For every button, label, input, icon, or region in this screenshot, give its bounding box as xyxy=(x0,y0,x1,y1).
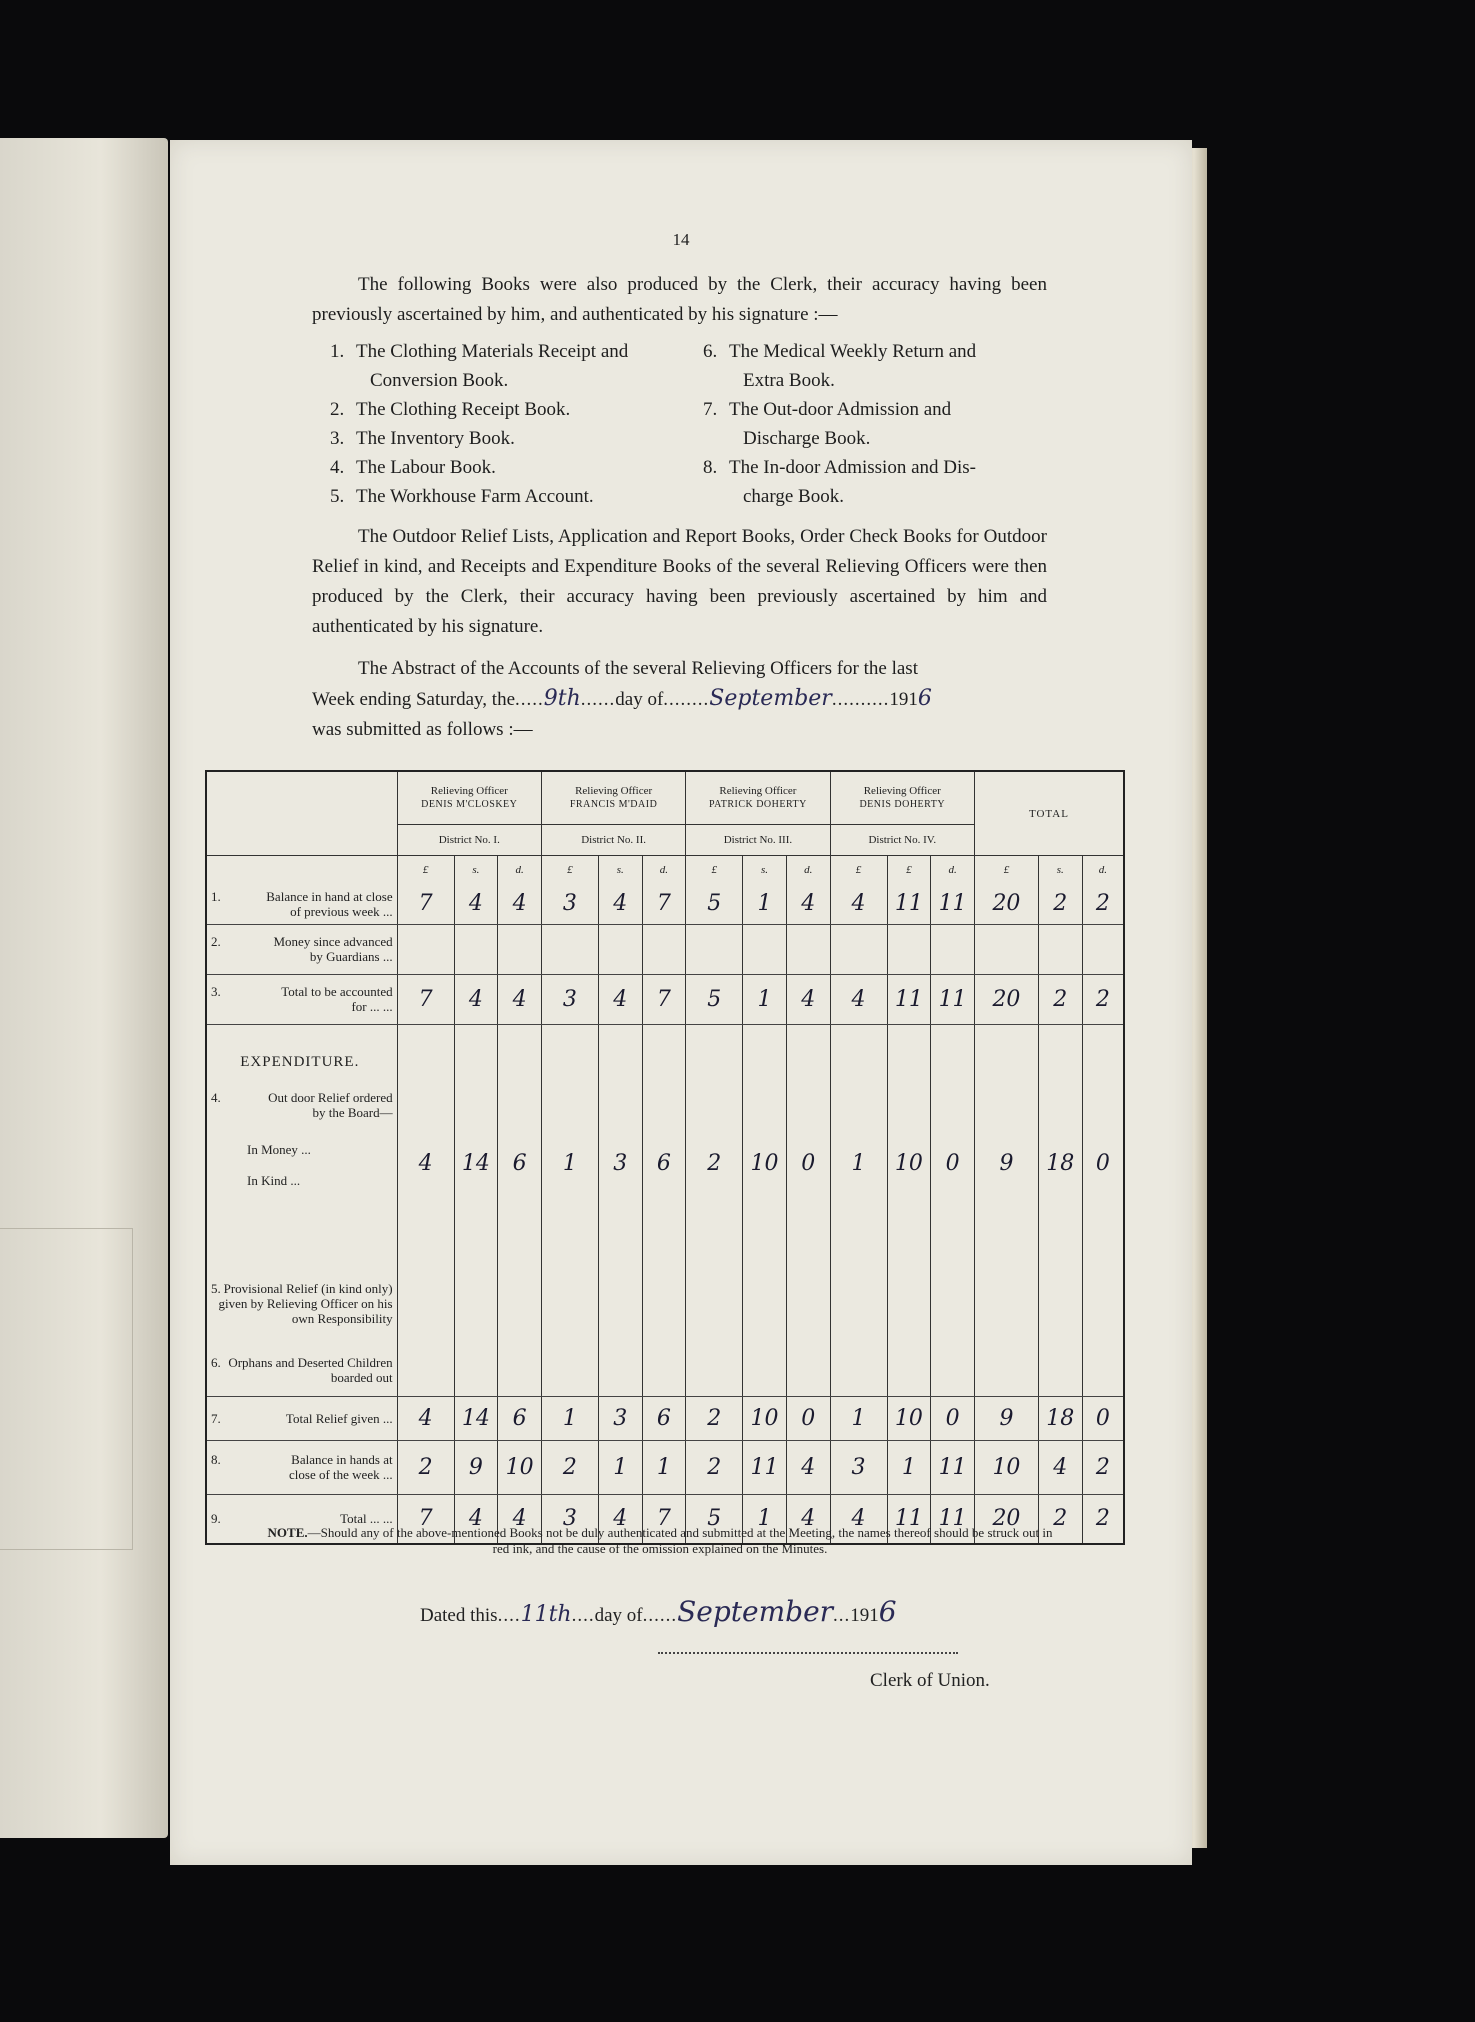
district-label: District No. IV. xyxy=(830,825,974,856)
amount-cell: 4 xyxy=(454,974,498,1024)
amount-cell xyxy=(830,1344,887,1396)
amount-cell: 0 xyxy=(1082,1396,1124,1440)
unit-label: £ xyxy=(541,856,598,885)
amount-cell: 2 xyxy=(1038,974,1082,1024)
amount-cell xyxy=(686,924,743,974)
amount-cell xyxy=(454,1344,498,1396)
amount-cell: 14 xyxy=(454,1396,498,1440)
units-row xyxy=(206,856,1124,885)
list-item: 1. The Clothing Materials Receipt and Conversion Book. xyxy=(330,341,629,391)
amount-cell: 3 xyxy=(541,1494,598,1544)
amount-cell xyxy=(1082,924,1124,974)
unit-label: d. xyxy=(786,856,830,885)
unit-label: s. xyxy=(454,856,498,885)
amount-cell xyxy=(498,1344,542,1396)
amount-cell: 2 xyxy=(1082,974,1124,1024)
amount-cell: 4 xyxy=(454,1494,498,1544)
books-list-right xyxy=(703,337,1043,511)
amount-cell: 7 xyxy=(397,1494,454,1544)
amount-cell xyxy=(1082,1262,1124,1344)
amount-cell: 10 xyxy=(887,1024,931,1262)
abstract-table xyxy=(205,770,1125,1545)
list-item: 7. The Out-door Admission and Discharge Book. xyxy=(703,399,952,449)
amount-cell xyxy=(786,1344,830,1396)
amount-cell: 0 xyxy=(931,1024,975,1262)
amount-cell: 3 xyxy=(830,1440,887,1494)
amount-cell: 20 xyxy=(974,974,1038,1024)
books-list-left xyxy=(330,337,670,511)
amount-cell xyxy=(887,1262,931,1344)
unit-label: d. xyxy=(931,856,975,885)
amount-cell xyxy=(541,1344,598,1396)
amount-cell: 4 xyxy=(498,884,542,924)
officer-header: Relieving Officer DENIS DOHERTY xyxy=(830,771,974,825)
amount-cell: 2 xyxy=(1038,884,1082,924)
amount-cell xyxy=(830,1262,887,1344)
amount-cell: 1 xyxy=(743,1494,787,1544)
table-row: 6. Orphans and Deserted Children boarded out xyxy=(206,1344,1124,1396)
amount-cell: 6 xyxy=(498,1396,542,1440)
handwritten-day: 9th xyxy=(543,686,581,711)
amount-cell xyxy=(498,1262,542,1344)
amount-cell: 10 xyxy=(498,1440,542,1494)
amount-cell xyxy=(887,924,931,974)
unit-label: d. xyxy=(1082,856,1124,885)
amount-cell: 7 xyxy=(642,974,686,1024)
unit-label: d. xyxy=(642,856,686,885)
officer-header: Relieving Officer FRANCIS M'DAID xyxy=(541,771,685,825)
amount-cell: 3 xyxy=(598,1024,642,1262)
amount-cell: 9 xyxy=(454,1440,498,1494)
amount-cell: 11 xyxy=(931,1494,975,1544)
amount-cell: 18 xyxy=(1038,1024,1082,1262)
amount-cell: 2 xyxy=(686,1024,743,1262)
amount-cell: 10 xyxy=(743,1024,787,1262)
table-row: EXPENDITURE. 4. Out door Relief ordered by the Board— In Money ... In Kind ... 4 14 6 1 3 6 2 10 0 1 10 0 9 18 0 xyxy=(206,1024,1124,1262)
amount-cell: 2 xyxy=(686,1396,743,1440)
amount-cell xyxy=(887,1344,931,1396)
amount-cell: 4 xyxy=(397,1396,454,1440)
amount-cell: 4 xyxy=(830,1494,887,1544)
abstract-paragraph xyxy=(312,654,1047,745)
amount-cell: 4 xyxy=(786,1494,830,1544)
amount-cell xyxy=(786,924,830,974)
amount-cell xyxy=(642,1262,686,1344)
total-header: TOTAL xyxy=(974,771,1124,856)
intro-paragraph: The following Books were also produced by the Clerk, their accuracy having been previously ascertained by him, and authenticated by his signature :— xyxy=(312,274,1047,325)
amount-cell: 0 xyxy=(1082,1024,1124,1262)
amount-cell: 0 xyxy=(786,1024,830,1262)
amount-cell: 11 xyxy=(931,1440,975,1494)
amount-cell: 11 xyxy=(887,884,931,924)
amount-cell: 3 xyxy=(598,1396,642,1440)
handwritten-year: 6 xyxy=(878,1595,897,1628)
clerk-label: Clerk of Union. xyxy=(870,1670,990,1691)
amount-cell: 10 xyxy=(743,1396,787,1440)
document-page xyxy=(170,140,1192,1865)
amount-cell: 2 xyxy=(397,1440,454,1494)
previous-page-edge xyxy=(0,138,168,1838)
unit-label: s. xyxy=(1038,856,1082,885)
amount-cell: 18 xyxy=(1038,1396,1082,1440)
amount-cell xyxy=(598,1344,642,1396)
outdoor-relief-paragraph: The Outdoor Relief Lists, Application and Report Books, Order Check Books for Outdoor Relief in kind, and Receipts and Expenditure Books of the several Relieving Officers were then produced by the Clerk, their accuracy having been previously ascertained by him and authenticated by his signature. xyxy=(312,526,1047,637)
list-item: 8. The In-door Admission and Dis- charge Book. xyxy=(703,457,976,507)
amount-cell: 20 xyxy=(974,1494,1038,1544)
amount-cell xyxy=(686,1344,743,1396)
amount-cell: 11 xyxy=(931,974,975,1024)
previous-page-box xyxy=(0,1228,133,1550)
unit-label: £ xyxy=(686,856,743,885)
amount-cell: 6 xyxy=(642,1024,686,1262)
list-item: 5. The Workhouse Farm Account. xyxy=(330,486,594,507)
list-item: 4. The Labour Book. xyxy=(330,457,496,478)
signature-line xyxy=(658,1652,958,1654)
amount-cell xyxy=(642,1344,686,1396)
unit-label: £ xyxy=(974,856,1038,885)
amount-cell: 11 xyxy=(887,1494,931,1544)
expenditure-heading: EXPENDITURE. xyxy=(240,1053,360,1070)
amount-cell: 1 xyxy=(743,884,787,924)
handwritten-day: 11th xyxy=(520,1602,572,1627)
amount-cell: 4 xyxy=(498,1494,542,1544)
amount-cell xyxy=(931,1262,975,1344)
amount-cell: 4 xyxy=(397,1024,454,1262)
amount-cell: 0 xyxy=(786,1396,830,1440)
abstract-line-2: Week ending Saturday, the.....9th......day of........September..........1916 xyxy=(312,686,932,711)
amount-cell: 4 xyxy=(598,1494,642,1544)
amount-cell xyxy=(397,924,454,974)
amount-cell: 4 xyxy=(598,974,642,1024)
amount-cell: 4 xyxy=(830,974,887,1024)
list-item: 3. The Inventory Book. xyxy=(330,428,515,449)
unit-label: d. xyxy=(498,856,542,885)
amount-cell xyxy=(931,924,975,974)
amount-cell: 4 xyxy=(786,884,830,924)
amount-cell xyxy=(541,1262,598,1344)
amount-cell xyxy=(743,924,787,974)
amount-cell: 4 xyxy=(1038,1440,1082,1494)
amount-cell: 6 xyxy=(642,1396,686,1440)
amount-cell: 2 xyxy=(686,1440,743,1494)
amount-cell: 4 xyxy=(830,884,887,924)
amount-cell xyxy=(598,924,642,974)
amount-cell xyxy=(1038,924,1082,974)
list-item: 2. The Clothing Receipt Book. xyxy=(330,399,571,420)
amount-cell: 7 xyxy=(397,884,454,924)
handwritten-month: September xyxy=(709,686,832,711)
district-label: District No. I. xyxy=(397,825,541,856)
amount-cell: 10 xyxy=(974,1440,1038,1494)
table-row: 3. Total to be accounted for ... ... 7 4 4 3 4 7 5 1 4 4 11 11 20 2 2 xyxy=(206,974,1124,1024)
page-number: 14 xyxy=(672,230,690,249)
amount-cell: 6 xyxy=(498,1024,542,1262)
amount-cell: 1 xyxy=(743,974,787,1024)
abstract-line-3: was submitted as follows :— xyxy=(312,719,533,740)
amount-cell: 4 xyxy=(454,884,498,924)
amount-cell: 0 xyxy=(931,1396,975,1440)
amount-cell: 9 xyxy=(974,1396,1038,1440)
unit-label: £ xyxy=(397,856,454,885)
amount-cell xyxy=(397,1262,454,1344)
amount-cell: 1 xyxy=(830,1396,887,1440)
amount-cell: 4 xyxy=(786,974,830,1024)
amount-cell: 7 xyxy=(642,1494,686,1544)
amount-cell xyxy=(541,924,598,974)
amount-cell xyxy=(397,1344,454,1396)
amount-cell xyxy=(454,1262,498,1344)
amount-cell xyxy=(598,1262,642,1344)
amount-cell: 4 xyxy=(786,1440,830,1494)
abstract-table-wrapper xyxy=(205,770,1125,1545)
amount-cell: 1 xyxy=(887,1440,931,1494)
amount-cell: 1 xyxy=(541,1396,598,1440)
amount-cell xyxy=(454,924,498,974)
unit-label: £ xyxy=(887,856,931,885)
amount-cell: 5 xyxy=(686,1494,743,1544)
list-item: 6. The Medical Weekly Return and Extra Book. xyxy=(703,341,977,391)
amount-cell: 1 xyxy=(598,1440,642,1494)
table-row: 1. Balance in hand at close of previous week ... 7 4 4 3 4 7 5 1 4 4 11 11 20 2 2 xyxy=(206,884,1124,924)
amount-cell xyxy=(1038,1262,1082,1344)
amount-cell: 1 xyxy=(541,1024,598,1262)
amount-cell xyxy=(974,1262,1038,1344)
amount-cell xyxy=(974,1344,1038,1396)
amount-cell: 3 xyxy=(541,974,598,1024)
amount-cell xyxy=(686,1262,743,1344)
amount-cell: 7 xyxy=(397,974,454,1024)
amount-cell: 2 xyxy=(1038,1494,1082,1544)
table-row: 2. Money since advanced by Guardians ... xyxy=(206,924,1124,974)
amount-cell: 1 xyxy=(830,1024,887,1262)
amount-cell: 5 xyxy=(686,884,743,924)
district-label: District No. III. xyxy=(686,825,830,856)
district-label: District No. II. xyxy=(541,825,685,856)
officer-header: Relieving Officer PATRICK DOHERTY xyxy=(686,771,830,825)
amount-cell xyxy=(743,1262,787,1344)
amount-cell xyxy=(830,924,887,974)
amount-cell: 11 xyxy=(887,974,931,1024)
table-row: 5. Provisional Relief (in kind only) given by Relieving Officer on his own Responsibility xyxy=(206,1262,1124,1344)
table-row: 7. Total Relief given ... 4 14 6 1 3 6 2 10 0 1 10 0 9 18 0 xyxy=(206,1396,1124,1440)
note-text: NOTE.—Should any of the above-mentioned Books not be duly authenticated and submitted at the Meeting, the names thereof should be struck out in red ink, and the cause of the omission explained on the Minutes. xyxy=(267,1525,1053,1556)
blank-corner xyxy=(206,771,397,856)
table-row: 9. Total ... ... 7 4 4 3 4 7 5 1 4 4 11 11 20 2 2 xyxy=(206,1494,1124,1544)
unit-label: £ xyxy=(830,856,887,885)
amount-cell: 4 xyxy=(598,884,642,924)
amount-cell: 2 xyxy=(1082,884,1124,924)
amount-cell: 1 xyxy=(642,1440,686,1494)
amount-cell xyxy=(498,924,542,974)
amount-cell: 4 xyxy=(498,974,542,1024)
amount-cell: 2 xyxy=(541,1440,598,1494)
amount-cell: 2 xyxy=(1082,1494,1124,1544)
amount-cell: 10 xyxy=(887,1396,931,1440)
amount-cell xyxy=(743,1344,787,1396)
amount-cell: 9 xyxy=(974,1024,1038,1262)
amount-cell: 3 xyxy=(541,884,598,924)
amount-cell xyxy=(974,924,1038,974)
amount-cell: 11 xyxy=(931,884,975,924)
unit-label: s. xyxy=(598,856,642,885)
amount-cell xyxy=(1038,1344,1082,1396)
handwritten-year: 6 xyxy=(917,686,932,711)
amount-cell: 2 xyxy=(1082,1440,1124,1494)
amount-cell xyxy=(786,1262,830,1344)
dated-line: Dated this....11th....day of......September...1916 xyxy=(420,1595,897,1628)
amount-cell: 11 xyxy=(743,1440,787,1494)
amount-cell: 14 xyxy=(454,1024,498,1262)
amount-cell: 20 xyxy=(974,884,1038,924)
table-row: 8. Balance in hands at close of the week ... 2 9 10 2 1 1 2 11 4 3 1 11 10 4 2 xyxy=(206,1440,1124,1494)
amount-cell: 5 xyxy=(686,974,743,1024)
amount-cell xyxy=(931,1344,975,1396)
amount-cell xyxy=(1082,1344,1124,1396)
unit-label: s. xyxy=(743,856,787,885)
handwritten-month: September xyxy=(677,1595,834,1628)
amount-cell xyxy=(642,924,686,974)
amount-cell: 7 xyxy=(642,884,686,924)
officer-header: Relieving Officer DENIS M'CLOSKEY xyxy=(397,771,541,825)
abstract-line-1: The Abstract of the Accounts of the several Relieving Officers for the last xyxy=(358,658,918,679)
